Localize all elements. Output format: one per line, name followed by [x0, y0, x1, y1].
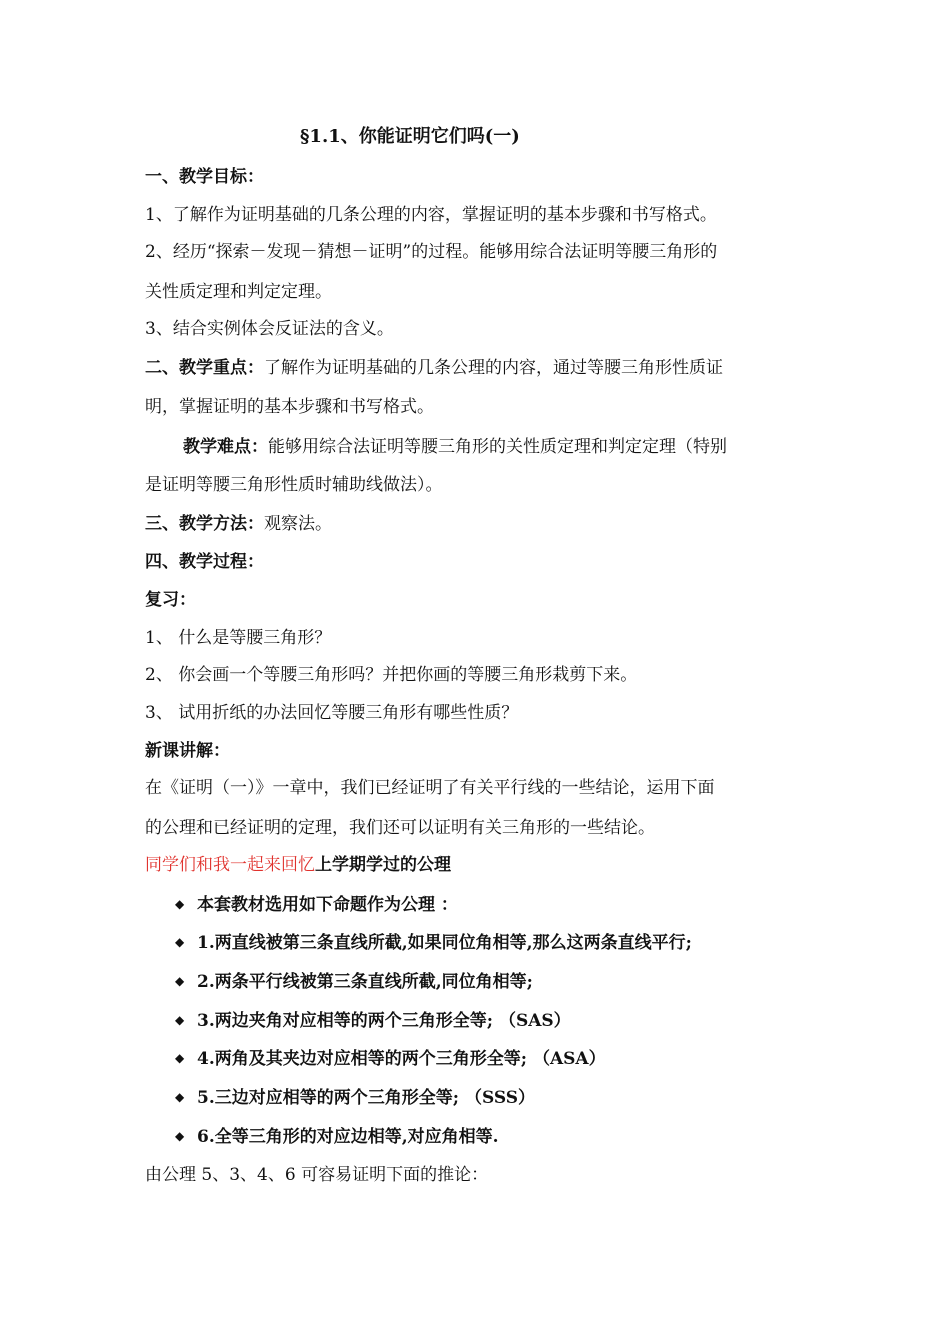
axiom-4 — [175, 1047, 815, 1070]
key-points-text: 了解作为证明基础的几条公理的内容，通过等腰三角形性质证 — [264, 358, 723, 378]
axiom-2-text: 2.两条平行线被第三条直线所截,同位角相等; — [197, 972, 533, 992]
axiom-intro-text: 本套教材选用如下命题作为公理 ： — [197, 895, 458, 915]
recall-line — [145, 854, 815, 876]
method-paragraph — [145, 513, 815, 535]
axiom-5-text: 5.三边对应相等的两个三角形全等; （SSS） — [197, 1088, 536, 1108]
goal-item-2-cont: 关性质定理和判定定理。 — [145, 282, 332, 302]
process-heading: 四、教学过程： — [145, 552, 264, 572]
axiom-5 — [175, 1086, 815, 1109]
diamond-bullet-icon: ◆ — [175, 935, 185, 949]
conclusion-text: 由公理 5、3、4、6 可容易证明下面的推论： — [145, 1165, 489, 1185]
axiom-intro — [175, 893, 815, 916]
key-points-text-cont: 明，掌握证明的基本步骤和书写格式。 — [145, 397, 434, 417]
review-item-3: 3、 试用折纸的办法回忆等腰三角形有哪些性质？ — [145, 703, 519, 723]
goal-item-2: 2、经历“探索－发现－猜想－证明”的过程。能够用综合法证明等腰三角形的 — [145, 242, 718, 262]
axiom-3-text: 3.两边夹角对应相等的两个三角形全等; （SAS） — [197, 1011, 571, 1031]
goal-item-1: 1、了解作为证明基础的几条公理的内容，掌握证明的基本步骤和书写格式。 — [145, 205, 717, 225]
review-heading: 复习： — [145, 590, 196, 610]
goal-item-3: 3、结合实例体会反证法的含义。 — [145, 319, 394, 339]
axiom-1 — [175, 931, 815, 954]
axiom-2 — [175, 970, 815, 993]
review-item-2: 2、 你会画一个等腰三角形吗？并把你画的等腰三角形栽剪下来。 — [145, 665, 638, 685]
page-title: §1.1、你能证明它们吗(一) — [300, 126, 520, 147]
key-points-paragraph — [145, 357, 815, 379]
diamond-bullet-icon: ◆ — [175, 1051, 185, 1065]
recall-rest: 上学期学过的公理 — [315, 855, 451, 875]
axiom-1-text: 1.两直线被第三条直线所截,如果同位角相等,那么这两条直线平行; — [197, 933, 692, 953]
key-points-heading: 二、教学重点： — [145, 358, 264, 378]
difficulty-paragraph — [183, 436, 815, 458]
review-item-1: 1、 什么是等腰三角形？ — [145, 628, 332, 648]
diamond-bullet-icon: ◆ — [175, 1090, 185, 1104]
diamond-bullet-icon: ◆ — [175, 1013, 185, 1027]
difficulty-text: 能够用综合法证明等腰三角形的关性质定理和判定定理（特别 — [268, 437, 727, 457]
axiom-3 — [175, 1009, 815, 1032]
difficulty-heading: 教学难点： — [183, 437, 268, 457]
diamond-bullet-icon: ◆ — [175, 974, 185, 988]
new-lesson-text-cont: 的公理和已经证明的定理，我们还可以证明有关三角形的一些结论。 — [145, 818, 655, 838]
axiom-6 — [175, 1125, 815, 1148]
new-lesson-heading: 新课讲解： — [145, 741, 230, 761]
diamond-bullet-icon: ◆ — [175, 897, 185, 911]
goals-heading: 一、教学目标： — [145, 167, 264, 187]
method-heading: 三、教学方法： — [145, 514, 264, 534]
method-text: 观察法。 — [264, 514, 332, 534]
recall-highlight: 同学们和我一起来回忆 — [145, 855, 315, 875]
diamond-bullet-icon: ◆ — [175, 1129, 185, 1143]
axiom-4-text: 4.两角及其夹边对应相等的两个三角形全等; （ASA） — [197, 1049, 606, 1069]
difficulty-text-cont: 是证明等腰三角形性质时辅助线做法）。 — [145, 475, 443, 495]
new-lesson-text: 在《证明（一）》一章中，我们已经证明了有关平行线的一些结论，运用下面 — [145, 778, 715, 798]
axiom-6-text: 6.全等三角形的对应边相等,对应角相等. — [197, 1127, 499, 1147]
